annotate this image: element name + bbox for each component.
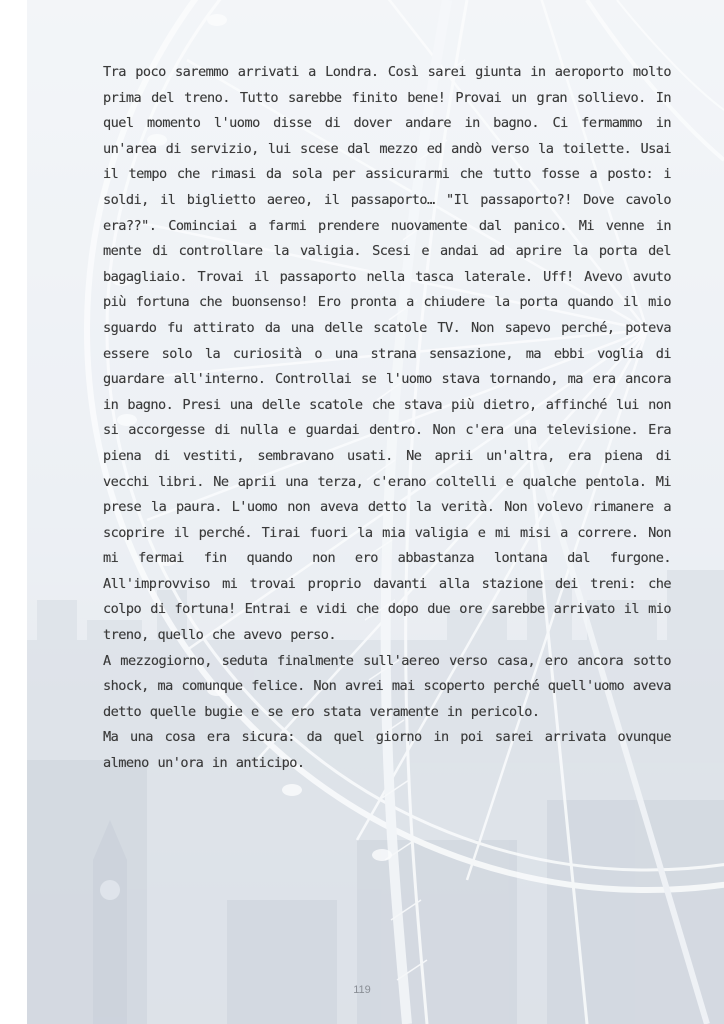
story-text xyxy=(103,60,671,777)
paragraph-2: A mezzogiorno, seduta finalmente sull'aereo verso casa, ero ancora sotto shock, ma comunque felice. Non avrei mai scoperto perché quell'uomo aveva detto quelle bugie e se ero stata veramente in pericolo. xyxy=(103,652,671,720)
page-number: 119 xyxy=(353,984,371,996)
paragraph-3: Ma una cosa era sicura: da quel giorno in poi sarei arrivata ovunque almeno un'ora in anticipo. xyxy=(103,729,671,772)
page-left-margin xyxy=(0,0,27,1024)
paragraph-1: Tra poco saremmo arrivati a Londra. Così sarei giunta in aeroporto molto prima del treno. Tutto sarebbe finito bene! Provai un gran sollievo. In quel momento l'uomo disse di dover andare in bagno. Ci fermammo in un'area di servizio, lui scese dal mezzo ed andò verso la toilette. Usai il tempo che rimasi da sola per assicurarmi che tutto fosse a posto: i soldi, il biglietto aereo, il passaporto… "Il passaporto?! Dove cavolo era??". Cominciai a farmi prendere nuovamente dal panico. Mi venne in mente di controllare la valigia. Scesi e andai ad aprire la porta del bagagliaio. Trovai il passaporto nella tasca laterale. Uff! Avevo avuto più fortuna che buonsenso! Ero pronta a chiudere la porta quando il mio sguardo fu attirato da una delle scatole TV. Non sapevo perché, poteva essere solo la curiosità o una strana sensazione, ma ebbi voglia di guardare all'interno. Controllai se l'uomo stava tornando, ma era ancora in bagno. Presi una delle scatole che stava più dietro, affinché lui non si accorgesse di nulla e guardai dentro. Non c'era una televisione. Era piena di vestiti, sembravano usati. Ne aprii un'altra, era piena di vecchi libri. Ne aprii una terza, c'erano coltelli e qualche pentola. Mi prese la paura. L'uomo non aveva detto la verità. Non volevo rimanere a scoprire il perché. Tirai fuori la mia valigia e mi misi a correre. Non mi fermai fin quando non ero abbastanza lontana dal furgone. All'improvviso mi trovai proprio davanti alla stazione dei treni: che colpo di fortuna! Entrai e vidi che dopo due ore sarebbe arrivato il mio treno, quello che avevo perso. xyxy=(103,64,671,644)
